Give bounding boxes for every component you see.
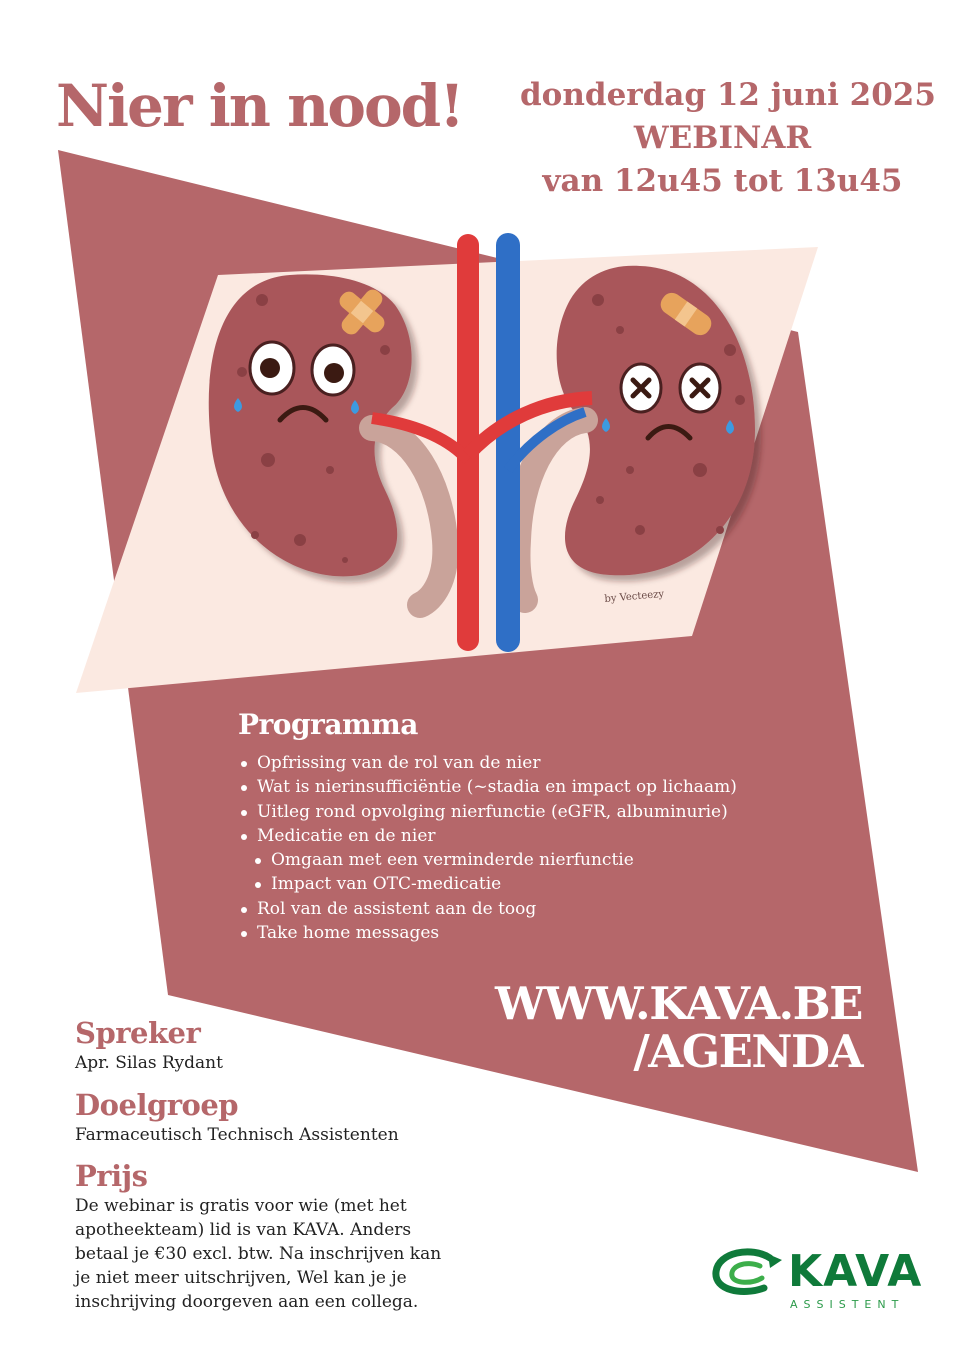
logo-name: KAVA xyxy=(788,1246,923,1297)
logo-subtitle: ASSISTENT xyxy=(790,1298,905,1311)
price-text: De webinar is gratis voor wie (met het apotheekteam) lid is van KAVA. Anders betaal je €30 excl. btw. Na inschrijven kan je niet meer uitschrijven, Wel kan je je inschrijving doorgeven aan een collega. xyxy=(75,1196,442,1312)
program-heading: Programma xyxy=(238,708,418,741)
program-item: Wat is nierinsufficiëntie (~stadia en impact op lichaam) xyxy=(238,775,798,799)
kava-logo xyxy=(712,1246,922,1316)
program-item: Uitleg rond opvolging nierfunctie (eGFR, albuminurie) xyxy=(238,800,798,824)
program-item: Rol van de assistent aan de toog xyxy=(238,897,798,921)
event-date: donderdag 12 juni 2025 xyxy=(520,77,936,113)
program-subitem: Omgaan met een verminderde nierfunctie xyxy=(252,848,798,872)
event-type: WEBINAR xyxy=(633,120,812,156)
program-section xyxy=(238,708,798,945)
audience-section xyxy=(75,1087,475,1147)
audience-heading: Doelgroep xyxy=(75,1088,239,1122)
price-section xyxy=(75,1158,475,1314)
website-link[interactable] xyxy=(440,977,862,1078)
program-item: Opfrissing van de rol van de nier xyxy=(238,751,798,775)
program-subitem: Impact van OTC-medicatie xyxy=(252,872,798,896)
page-title: Nier in nood! xyxy=(56,72,463,140)
program-list xyxy=(238,751,798,945)
speaker-heading: Spreker xyxy=(75,1016,201,1050)
image-credit: by Vecteezy xyxy=(604,588,665,605)
audience-text: Farmaceutisch Technisch Assistenten xyxy=(75,1125,399,1145)
website-line-2[interactable]: /AGENDA xyxy=(633,1025,862,1078)
event-time: van 12u45 tot 13u45 xyxy=(542,163,903,199)
program-item: Medicatie en de nier xyxy=(238,824,798,848)
price-heading: Prijs xyxy=(75,1159,148,1193)
kava-swirl-icon xyxy=(712,1248,784,1298)
speaker-section xyxy=(75,1015,475,1075)
speaker-name: Apr. Silas Rydant xyxy=(75,1053,223,1073)
program-item: Take home messages xyxy=(238,921,798,945)
website-line-1[interactable]: WWW.KAVA.BE xyxy=(494,977,862,1030)
